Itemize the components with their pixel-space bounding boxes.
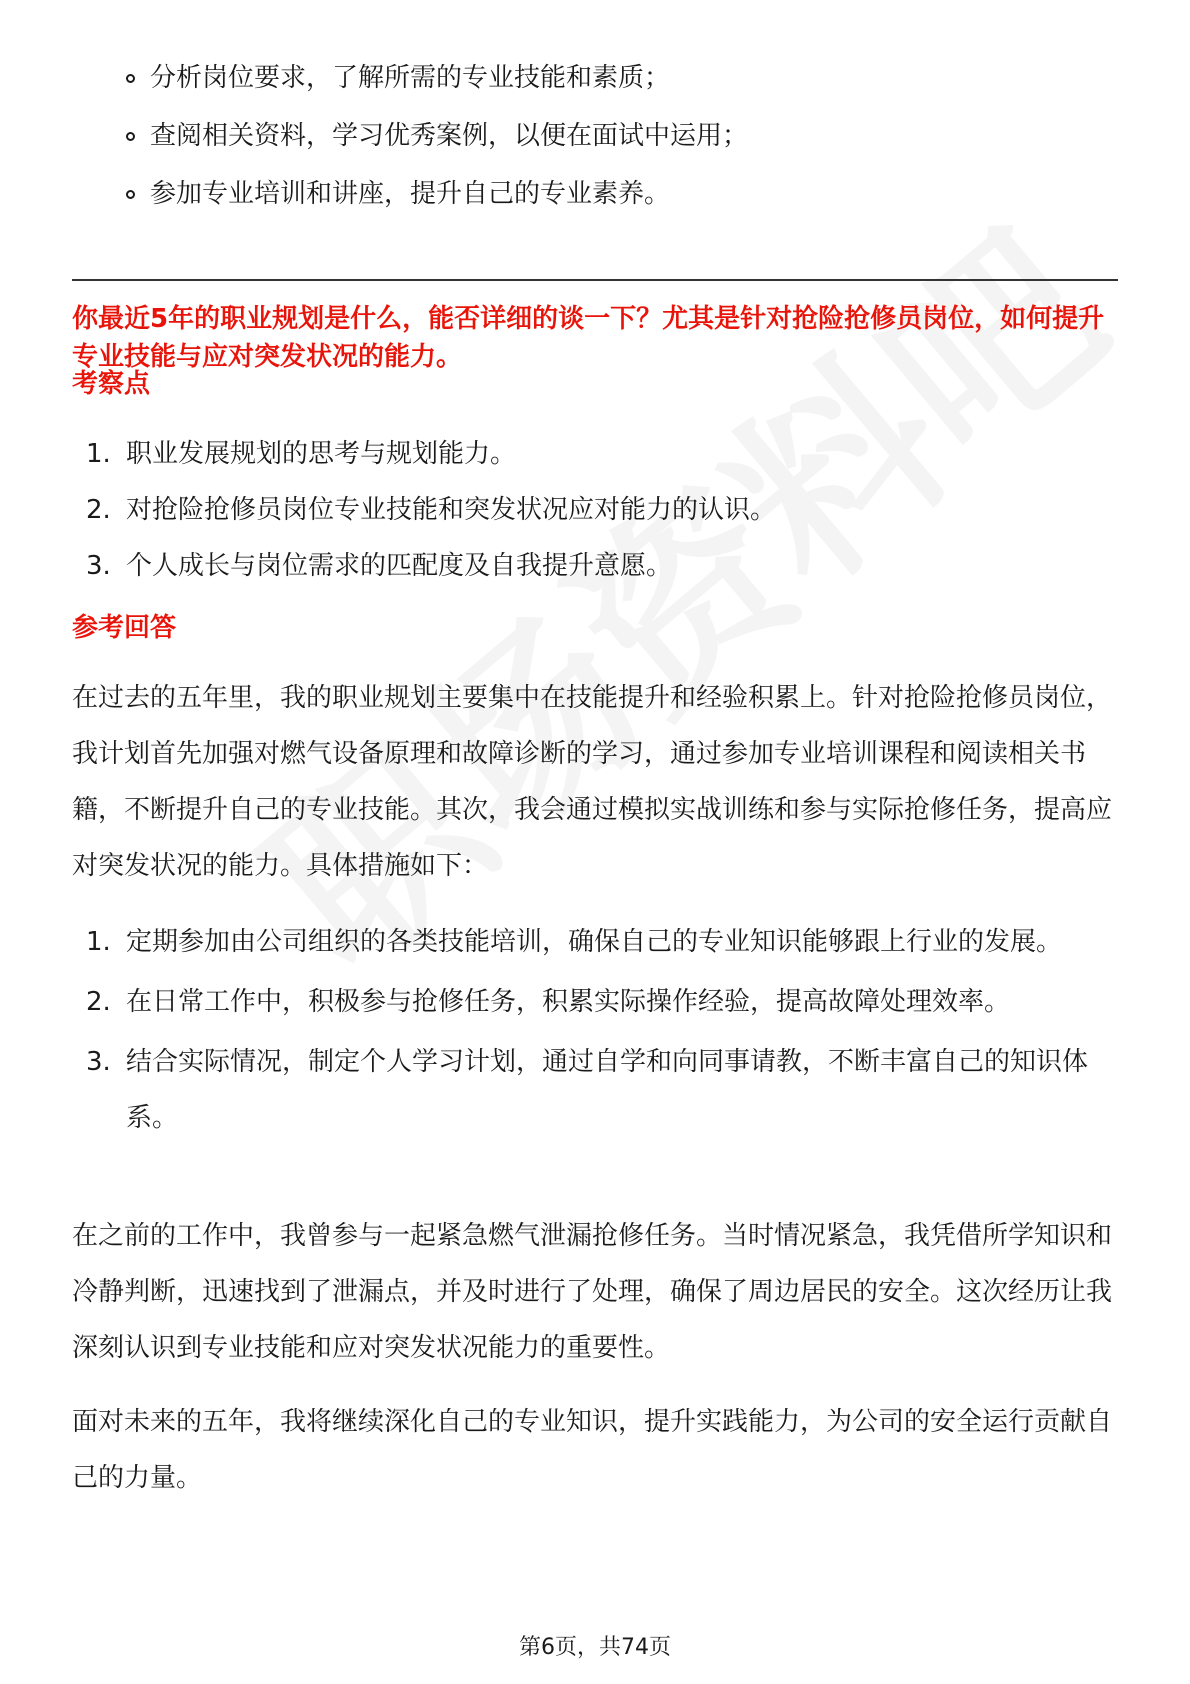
list-item: 3. 结合实际情况，制定个人学习计划，通过自学和向同事请教，不断丰富自己的知识体系。 [86, 1047, 1089, 1133]
page-number: 第6页，共74页 [519, 1635, 671, 1660]
list-item: 1. 定期参加由公司组织的各类技能培训，确保自己的专业知识能够跟上行业的发展。 [86, 927, 1063, 957]
list-item: 参加专业培训和讲座，提升自己的专业素养。 [150, 178, 748, 210]
answer-intro: 在过去的五年里，我的职业规划主要集中在技能提升和经验积累上。针对抢险抢修员岗位，我计划首先加强对燃气设备原理和故障诊断的学习，通过参加专业培训课程和阅读相关书籍，不断提升自己的专业技能。其次，我会通过模拟实战训练和参与实际抢修任务，提高应对突发状况的能力。具体措施如下： [72, 683, 1113, 881]
list-item: 查阅相关资料，学习优秀案例，以便在面试中运用； [150, 121, 749, 151]
section-title-points: 考察点 [72, 369, 151, 399]
list-item: 分析岗位要求，了解所需的专业技能和素质； [150, 62, 748, 94]
answer-story: 在之前的工作中，我曾参与一起紧急燃气泄漏抢修任务。当时情况紧急，我凭借所学知识和冷静判断，迅速找到了泄漏点，并及时进行了处理，确保了周边居民的安全。这次经历让我深刻认识到专业技能和应对突发状况能力的重要性。 [72, 1221, 1113, 1363]
section-title-answer: 参考回答 [72, 613, 177, 643]
list-item: 2. 在日常工作中，积极参与抢修任务，积累实际操作经验，提高故障处理效率。 [86, 987, 1011, 1017]
list-item: 3. 个人成长与岗位需求的匹配度及自我提升意愿。 [86, 551, 673, 581]
divider [72, 279, 1118, 281]
question-heading: 你最近5年的职业规划是什么，能否详细的谈一下？尤其是针对抢险抢修员岗位，如何提升专业技能与应对突发状况的能力。 [72, 304, 1105, 372]
list-item: 1. 职业发展规划的思考与规划能力。 [86, 439, 517, 469]
points-list [72, 426, 1118, 594]
top-bullet-list [150, 62, 748, 236]
answer-future: 面对未来的五年，我将继续深化自己的专业知识，提升实践能力，为公司的安全运行贡献自己的力量。 [72, 1407, 1113, 1493]
measures-list [72, 914, 1118, 1146]
list-item: 2. 对抢险抢修员岗位专业技能和突发状况应对能力的认识。 [86, 495, 777, 525]
